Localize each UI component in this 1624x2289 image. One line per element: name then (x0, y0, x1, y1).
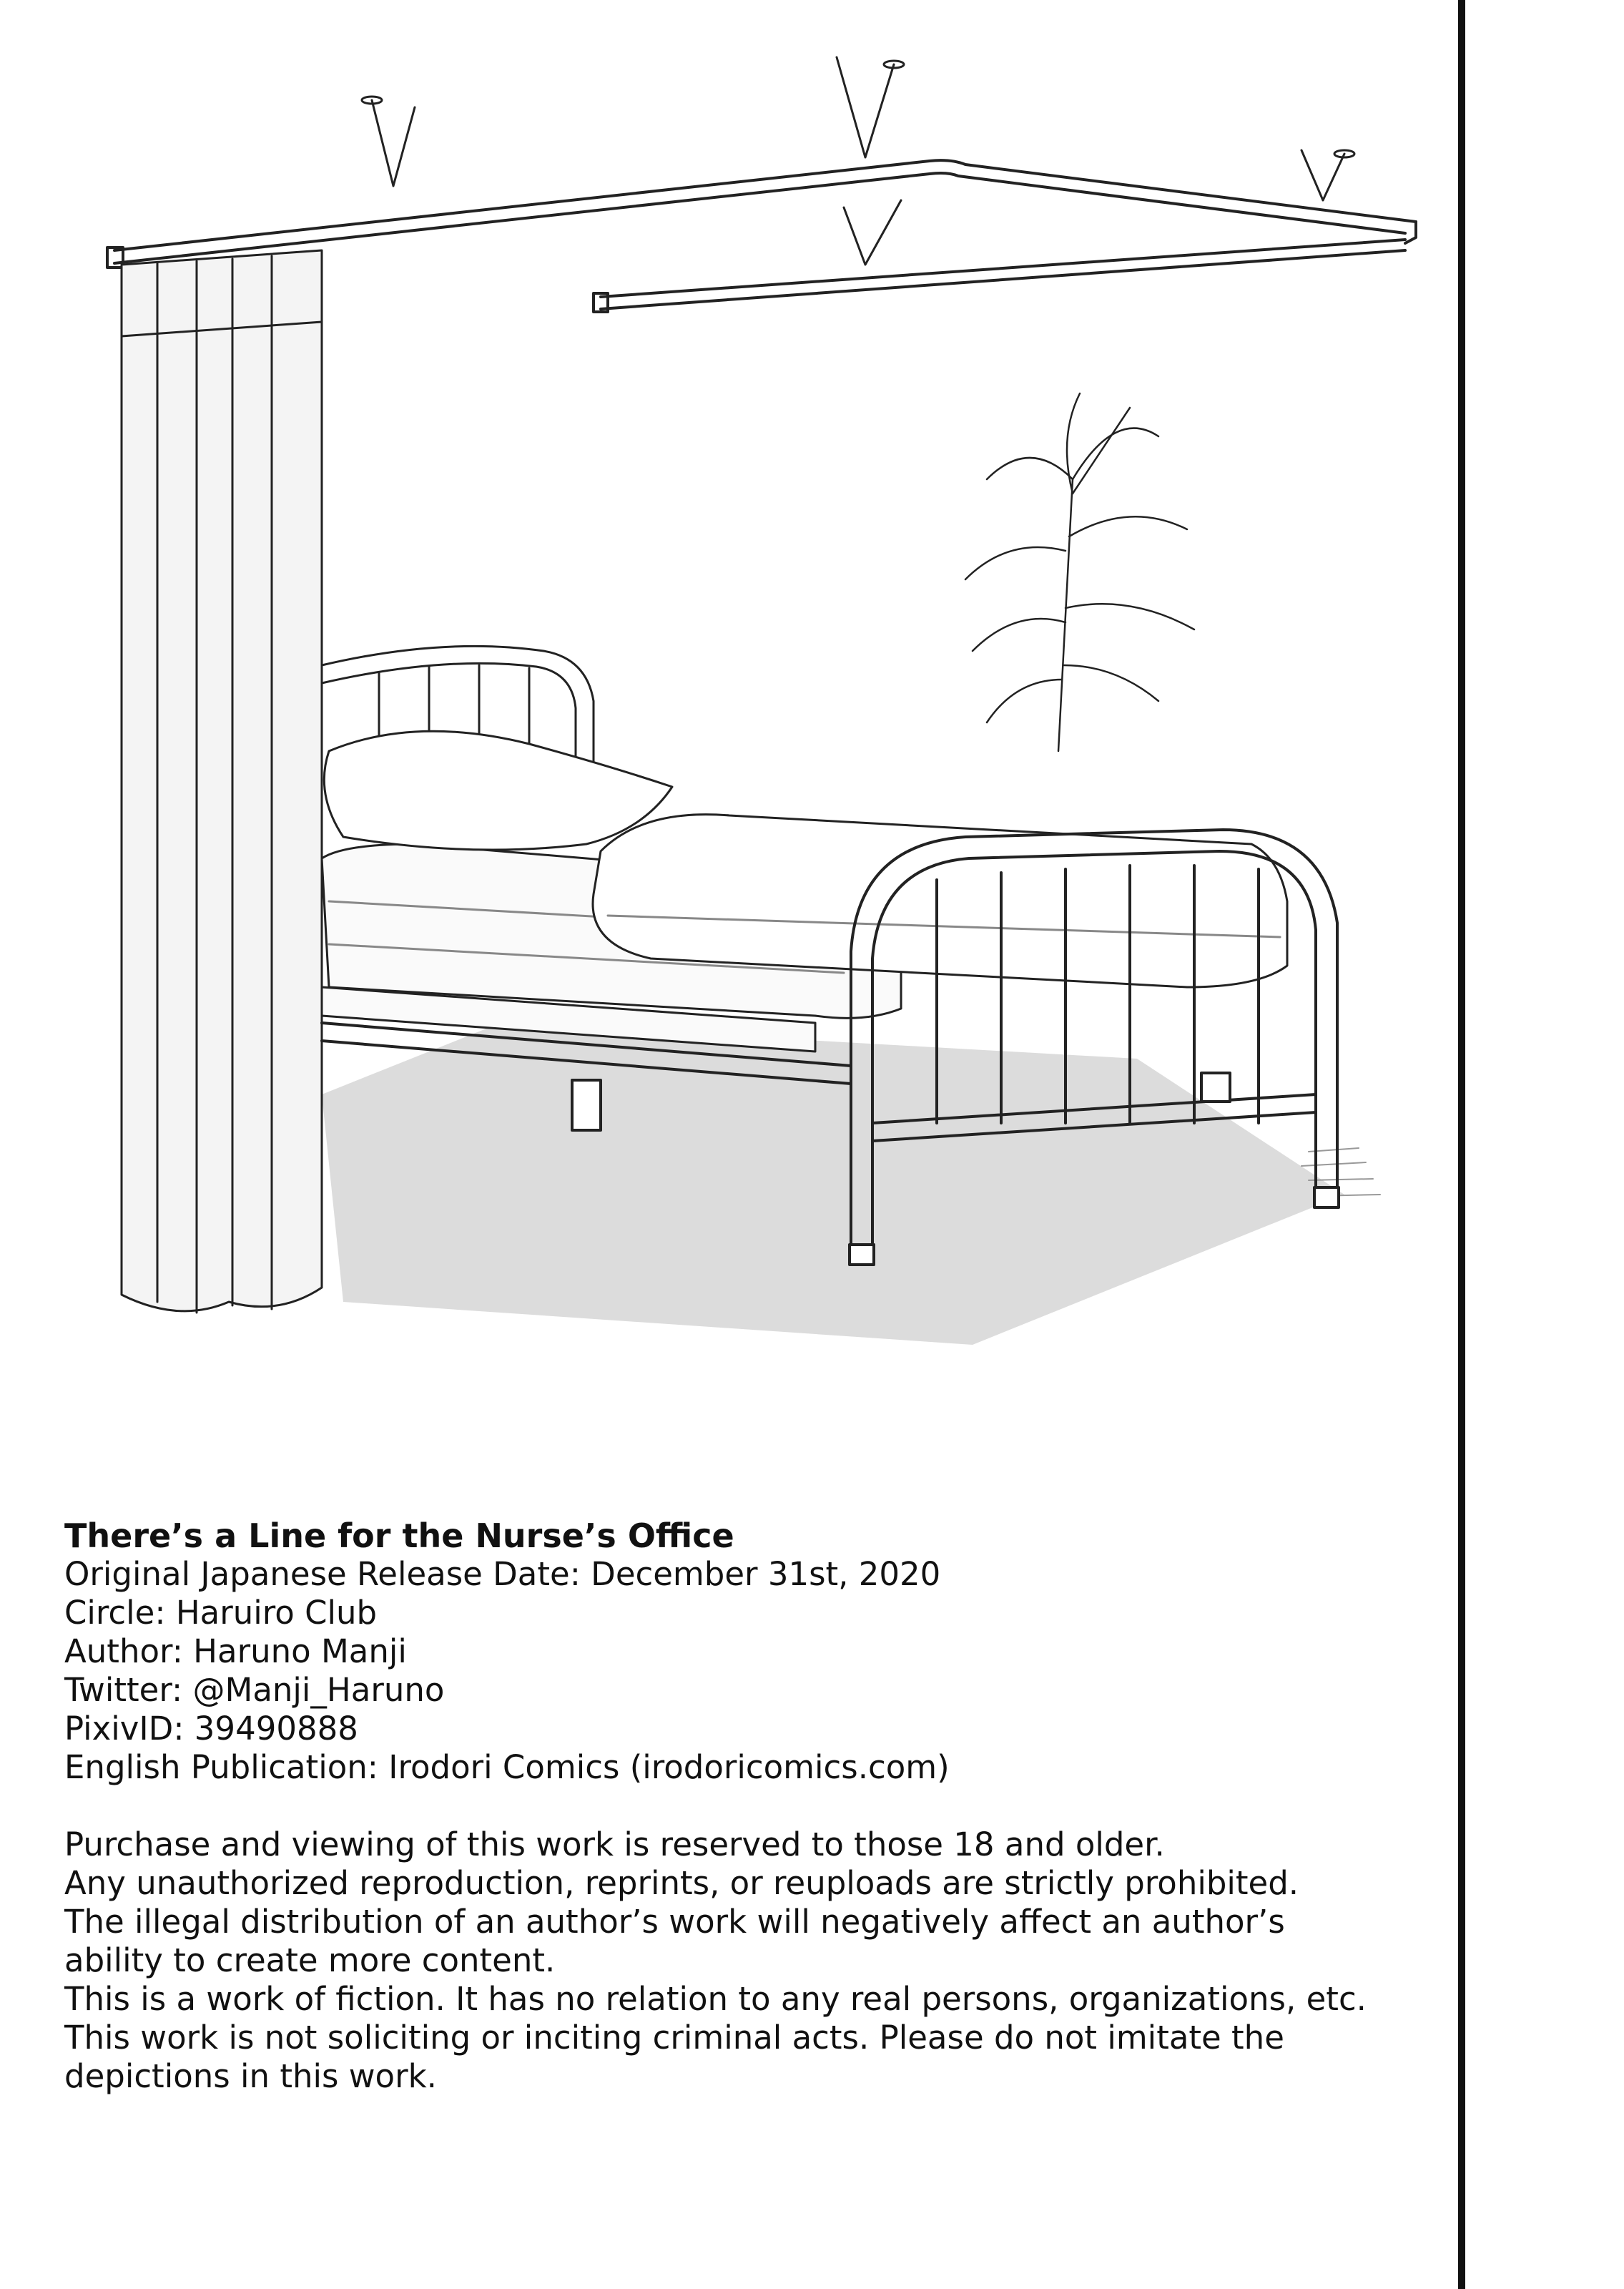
ceiling-brackets (362, 57, 1354, 265)
infirmary-bed-illustration (43, 36, 1466, 1395)
notice-line: ability to create more content. (64, 1941, 556, 1979)
release-date: Original Japanese Release Date: December 31st, 2020 (64, 1555, 941, 1593)
notice-line: This is a work of fiction. It has no relation to any real persons, organizations, etc. (64, 1980, 1367, 2018)
floor-shadow (322, 1023, 1344, 1345)
notice-line: The illegal distribution of an author’s work will negatively affect an author’s (64, 1903, 1285, 1941)
hanging-curtain (122, 250, 322, 1313)
bed-pillow (324, 731, 672, 850)
work-title: There’s a Line for the Nurse’s Office (64, 1516, 734, 1555)
notice-line: depictions in this work. (64, 2057, 437, 2095)
notice-line: Any unauthorized reproduction, reprints, or reuploads are strictly prohibited. (64, 1864, 1299, 1902)
author-name: Author: Haruno Manji (64, 1632, 407, 1670)
circle-name: Circle: Haruiro Club (64, 1594, 378, 1632)
credits-block (64, 1516, 1445, 2096)
pixiv-id: PixivID: 39490888 (64, 1710, 358, 1748)
english-publication: English Publication: Irodori Comics (irodoricomics.com) (64, 1748, 950, 1786)
twitter-handle: Twitter: @Manji_Haruno (64, 1671, 445, 1709)
potted-plant (965, 393, 1194, 751)
notice-line: This work is not soliciting or inciting criminal acts. Please do not imitate the (64, 2019, 1284, 2057)
notice-line: Purchase and viewing of this work is reserved to those 18 and older. (64, 1825, 1165, 1863)
legal-notice (64, 1825, 1445, 2096)
